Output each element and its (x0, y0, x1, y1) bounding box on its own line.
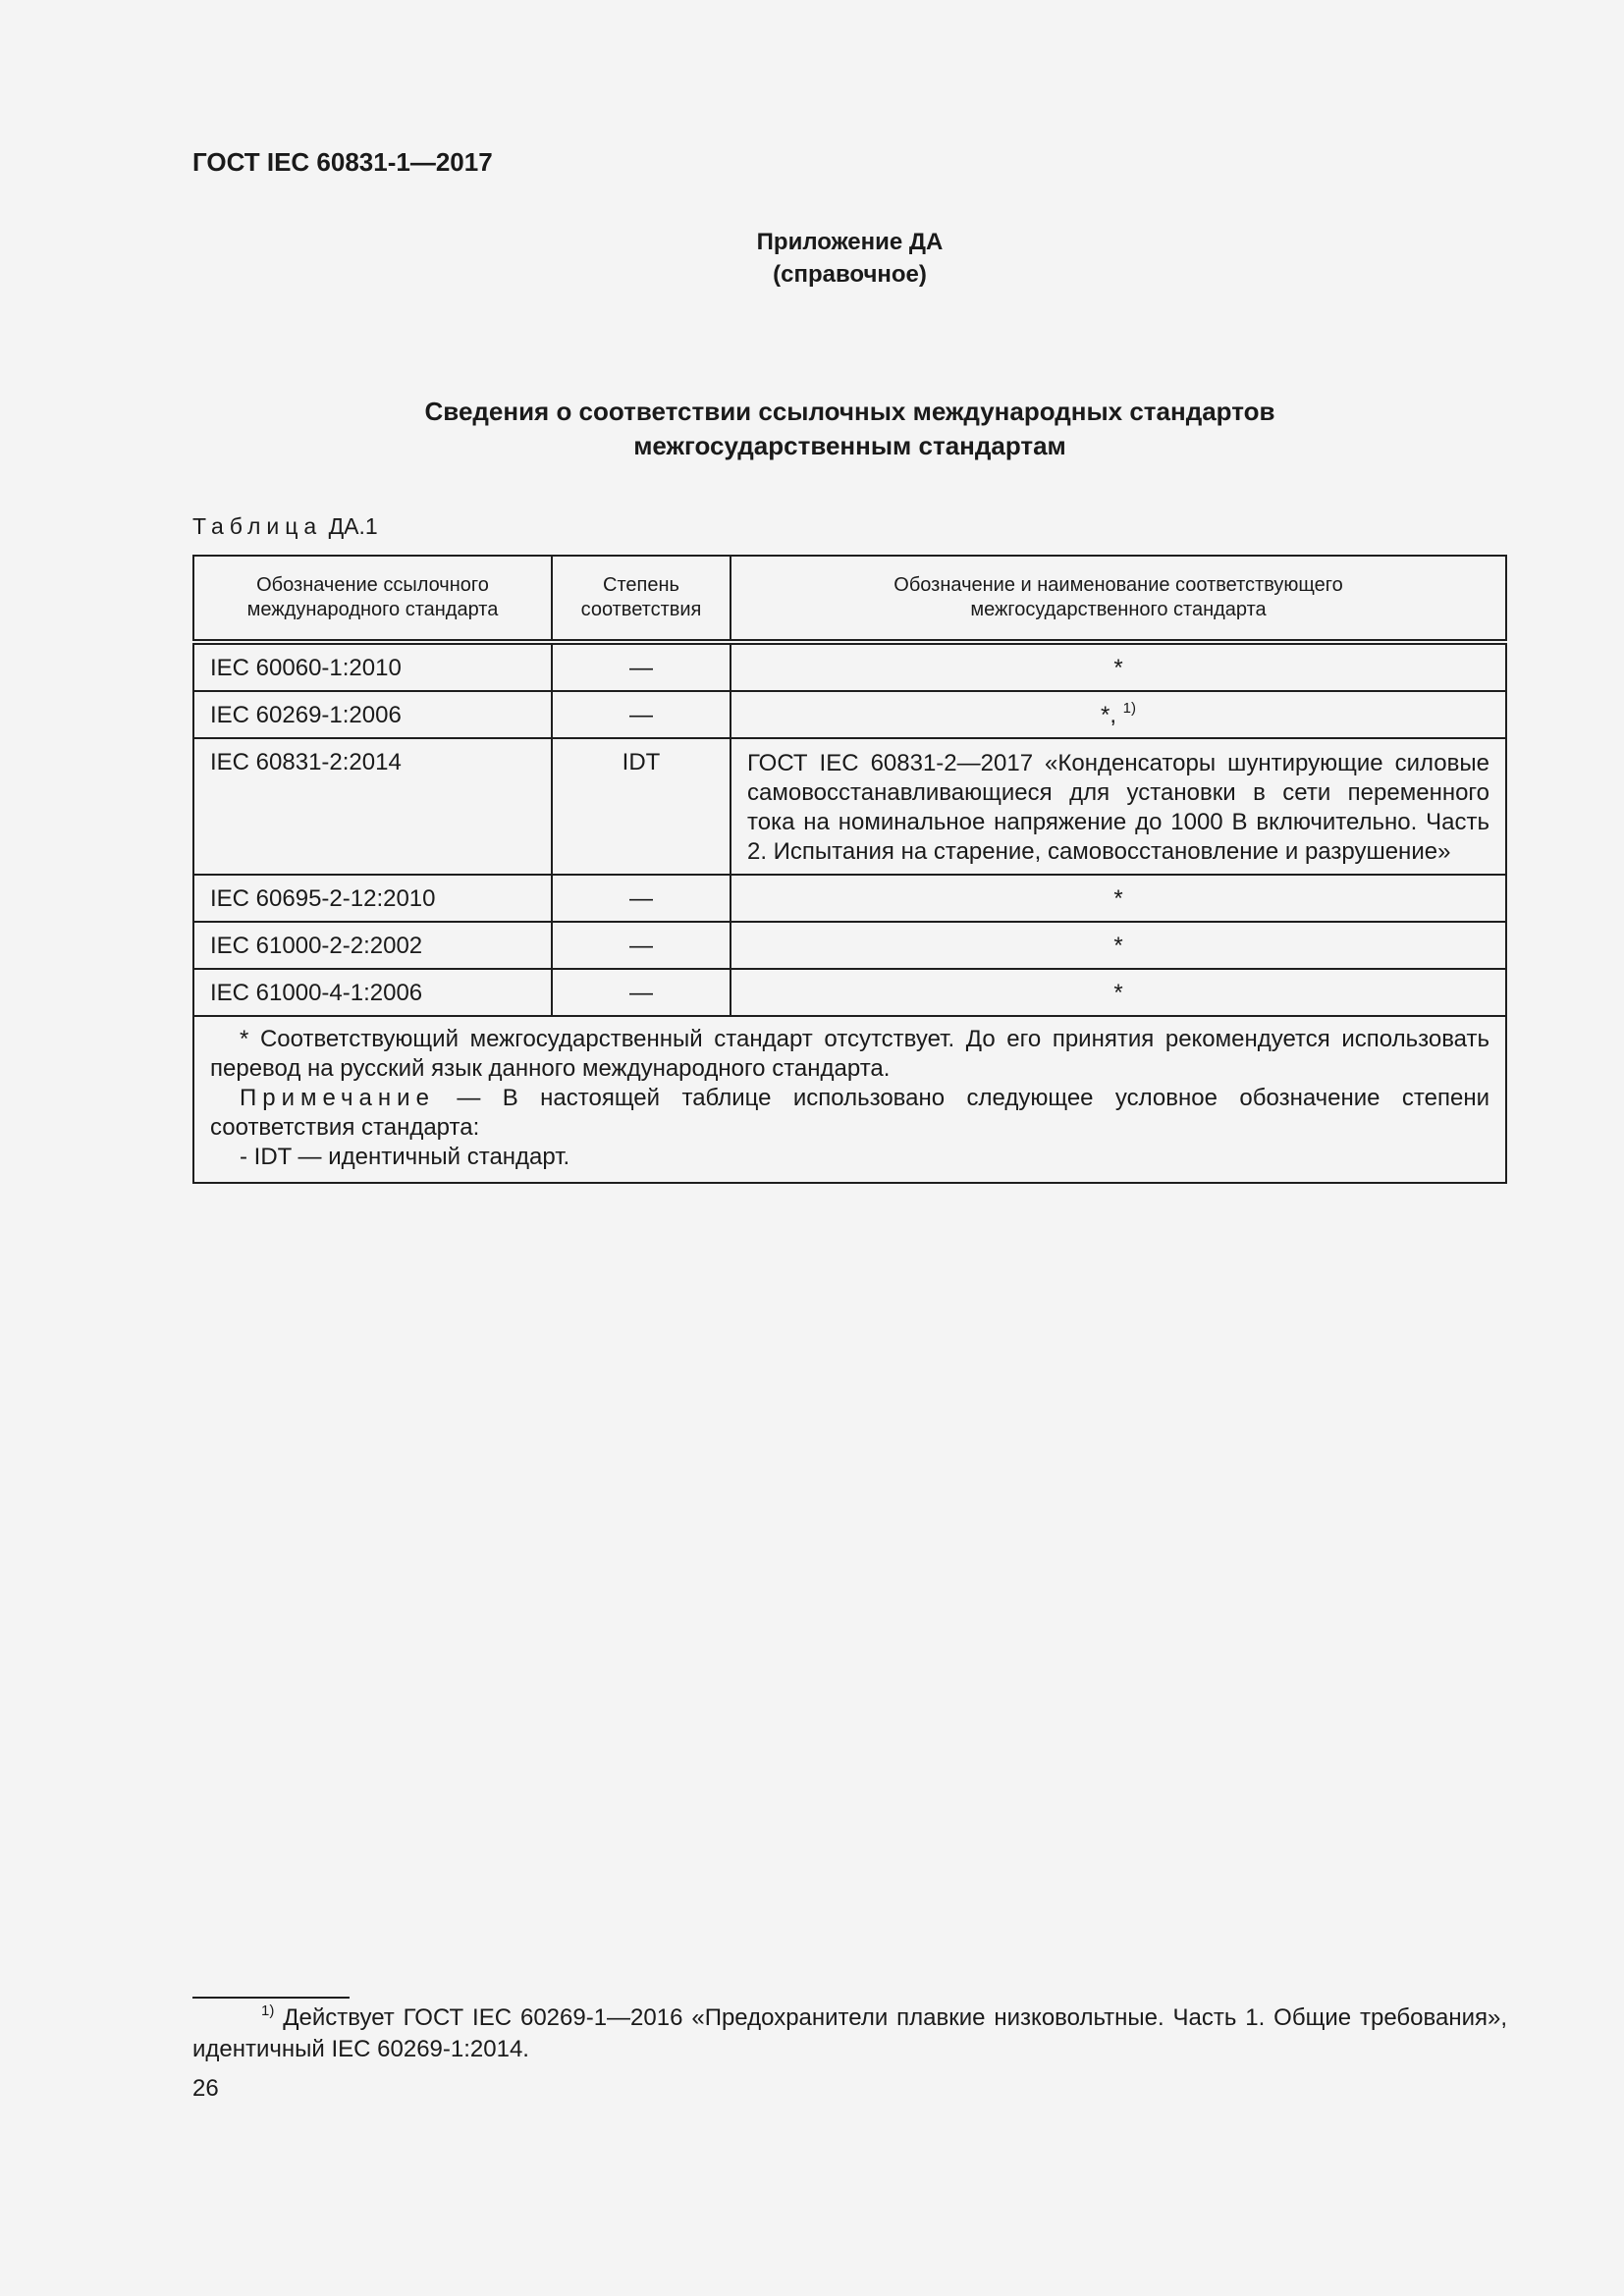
appendix-title-block (192, 226, 1507, 291)
note-label: Примечание (240, 1085, 435, 1111)
header-line: межгосударственного стандарта (970, 599, 1267, 620)
cell-code: IEC 60831-2:2014 (193, 738, 552, 875)
table-row (193, 875, 1506, 922)
cell-equivalent: * (731, 875, 1506, 922)
table-row (193, 642, 1506, 691)
table-header-row (193, 556, 1506, 642)
cell-code: IEC 61000-4-1:2006 (193, 969, 552, 1016)
header-degree (552, 556, 731, 642)
footnote (192, 2002, 1507, 2065)
appendix-title: Приложение ДА (756, 229, 944, 255)
section-heading-line-2: межгосударственным стандартам (633, 431, 1066, 460)
table-row (193, 738, 1506, 875)
cell-equivalent (731, 691, 1506, 738)
cell-code: IEC 61000-2-2:2002 (193, 922, 552, 969)
section-heading-line-1: Сведения о соответствии ссылочных международных стандартов (424, 397, 1275, 426)
header-line: соответствия (580, 599, 702, 620)
cell-equivalent: ГОСТ IEC 60831-2—2017 «Конденсаторы шунтирующие силовые самовосстанавливающиеся для установки в сети переменного тока на номинальное напряжение до 1000 В включительно. Часть 2. Испытания на старение, самовосстановление и разрушение» (731, 738, 1506, 875)
star-note: * Соответствующий межгосударственный стандарт отсутствует. До его принятия рекомендуется использовать перевод на русский язык данного международного стандарта. (210, 1026, 1489, 1082)
cell-degree: — (552, 969, 731, 1016)
header-reference-standard (193, 556, 552, 642)
idt-definition: - IDT — идентичный стандарт. (240, 1144, 570, 1170)
header-line: Обозначение и наименование соответствующего (893, 574, 1343, 596)
table-caption-label: Таблица (192, 513, 323, 539)
header-interstate-standard (731, 556, 1506, 642)
table-row (193, 691, 1506, 738)
cell-degree: — (552, 922, 731, 969)
cell-equivalent-text: *, (1100, 702, 1116, 728)
table-caption (192, 513, 378, 540)
appendix-subtitle: (справочное) (773, 261, 927, 288)
section-heading (192, 395, 1507, 463)
table-note (210, 1084, 1489, 1143)
header-line: Обозначение ссылочного (256, 574, 489, 596)
footnote-marker: 1) (261, 2002, 275, 2019)
header-line: международного стандарта (246, 599, 499, 620)
page-number: 26 (192, 2075, 219, 2102)
standards-table (192, 555, 1507, 1184)
cell-equivalent: * (731, 642, 1506, 691)
table-row (193, 922, 1506, 969)
cell-equivalent: * (731, 922, 1506, 969)
document-code: ГОСТ IEC 60831-1—2017 (192, 147, 493, 177)
footnote-text: Действует ГОСТ IEC 60269-1—2016 «Предохранители плавкие низковольтные. Часть 1. Общие требования», идентичный IEC 60269-1:2014. (192, 2004, 1507, 2062)
cell-code: IEC 60695-2-12:2010 (193, 875, 552, 922)
table-row (193, 969, 1506, 1016)
footnote-divider (192, 1997, 350, 1999)
table-footer-row (193, 1016, 1506, 1183)
table-footer (193, 1016, 1506, 1183)
footnote-ref: 1) (1122, 700, 1137, 717)
cell-equivalent: * (731, 969, 1506, 1016)
cell-degree: IDT (552, 738, 731, 875)
table-caption-number: ДА.1 (328, 513, 378, 539)
header-line: Степень (603, 574, 679, 596)
cell-code: IEC 60269-1:2006 (193, 691, 552, 738)
note-text: — В настоящей таблице использовано следующее условное обозначение степени соответствия стандарта: (210, 1085, 1489, 1141)
cell-degree: — (552, 642, 731, 691)
cell-code: IEC 60060-1:2010 (193, 642, 552, 691)
cell-degree: — (552, 691, 731, 738)
cell-degree: — (552, 875, 731, 922)
